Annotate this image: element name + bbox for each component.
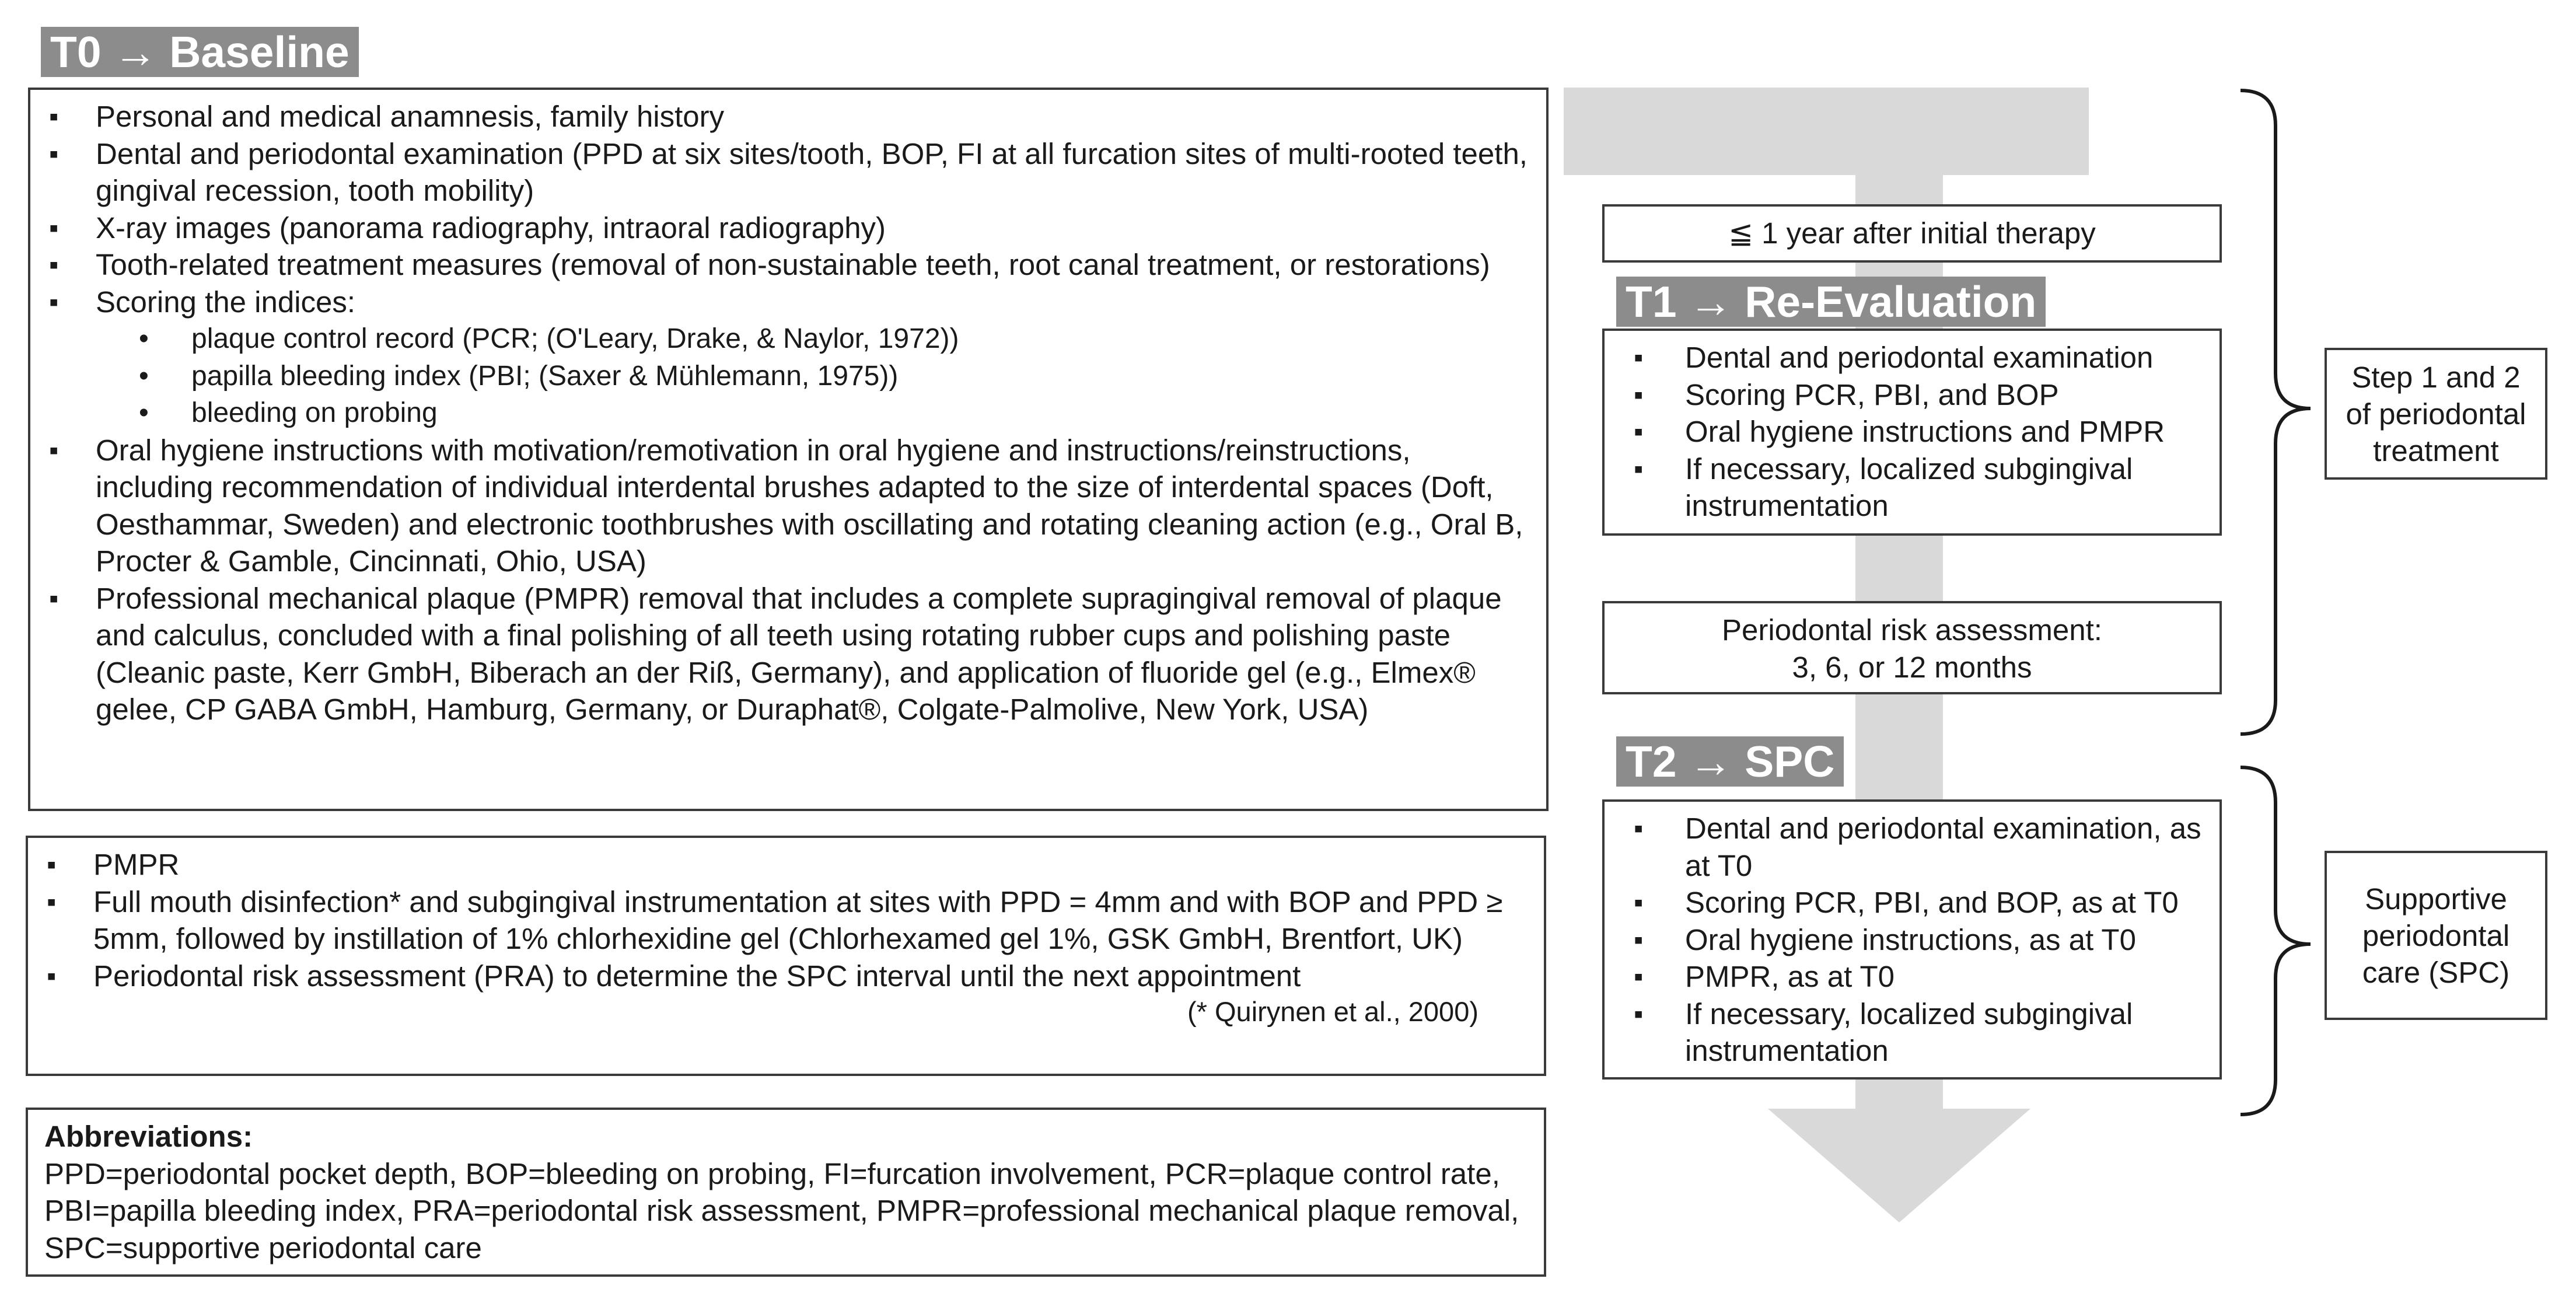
sub-list-item: • plaque control record (PCR; (O'Leary, Drake, & Naylor, 1972)) xyxy=(46,320,1533,358)
t1-list xyxy=(1620,339,2207,525)
t0-box xyxy=(28,88,1549,811)
t2-list xyxy=(1620,810,2207,1070)
t2-title: T2 → SPC xyxy=(1616,736,1844,787)
risk-box xyxy=(1602,601,2222,694)
spc-label-text: Supportive periodontal care (SPC) xyxy=(2362,882,2510,989)
risk-line1: Periodontal risk assessment: xyxy=(1722,613,2102,647)
abbreviations-heading: Abbreviations: xyxy=(44,1120,253,1153)
list-item: ▪ If necessary, localized subgingival instrumentation xyxy=(1620,995,2207,1070)
list-item: ▪ Dental and periodontal examination xyxy=(1620,339,2207,376)
list-item: ▪ Tooth-related treatment measures (removal of non-sustainable teeth, root canal treatment, or restorations) xyxy=(46,246,1533,284)
list-item: ▪ Full mouth disinfection* and subgingival instrumentation at sites with PPD = 4mm and with BOP and PPD ≥ 5mm, followed by instillation of 1% chlorhexidine gel (Chlorhexamed gel 1%, GSK GmbH, Brentfort, UK) xyxy=(43,883,1531,958)
risk-line2: 3, 6, or 12 months xyxy=(1792,650,2032,684)
t1-box xyxy=(1602,329,2222,536)
t1-title: T1 → Re-Evaluation xyxy=(1616,277,2046,327)
t0-list xyxy=(46,98,1533,728)
list-item: ▪ If necessary, localized subgingival instrumentation xyxy=(1620,450,2207,525)
list-item: ▪ Periodontal risk assessment (PRA) to determine the SPC interval until the next appointment xyxy=(43,958,1531,995)
sub-list-item: • bleeding on probing xyxy=(46,394,1533,432)
list-item: ▪ Dental and periodontal examination, as at T0 xyxy=(1620,810,2207,884)
brace-step12 xyxy=(2241,90,2311,734)
list-item: ▪ Personal and medical anamnesis, family history xyxy=(46,98,1533,135)
abbreviations-box xyxy=(26,1108,1546,1277)
step-label-text: Step 1 and 2 of periodontal treatment xyxy=(2346,360,2526,467)
list-item: ▪ PMPR xyxy=(43,846,1531,883)
list-item: ▪ Oral hygiene instructions and PMPR xyxy=(1620,413,2207,450)
list-item-continuation: gingival recession, tooth mobility) xyxy=(96,174,534,207)
list-item xyxy=(46,135,1533,209)
t0-title: T0 → Baseline xyxy=(41,27,359,77)
abbreviations-text: PPD=periodontal pocket depth, BOP=bleeding on probing, FI=furcation involvement, PCR=plaque control rate, PBI=papilla bleeding index, PRA=periodontal risk assessment, PMPR=professional mechanical plaque removal, SPC=supportive periodontal care xyxy=(44,1157,1519,1264)
t2-box xyxy=(1602,799,2222,1080)
step-label xyxy=(2325,348,2547,480)
list-item-text: Dental and periodontal examination (PPD at six sites/tooth, BOP, FI at all furcation sites of multi-rooted teeth, xyxy=(96,137,1528,170)
list-item: ▪ Scoring PCR, PBI, and BOP xyxy=(1620,376,2207,414)
brace-spc xyxy=(2241,767,2311,1115)
spc-label xyxy=(2325,851,2547,1020)
list-item: ▪ PMPR, as at T0 xyxy=(1620,958,2207,995)
list-item: ▪ Oral hygiene instructions with motivation/remotivation in oral hygiene and instructions/reinstructions, including recommendation of individual interdental brushes adapted to the size of interdental spaces (Doft, Oesthammar, Sweden) and electronic toothbrushes with oscillating and rotating cleaning action (e.g., Oral B, Procter & Gamble, Cincinnati, Ohio, USA) xyxy=(46,432,1533,580)
treatment-reference: (* Quirynen et al., 2000) xyxy=(1187,996,1479,1027)
list-item: ▪ X-ray images (panorama radiography, intraoral radiography) xyxy=(46,209,1533,247)
treatment-list xyxy=(43,846,1531,994)
list-item: ▪ Scoring PCR, PBI, and BOP, as at T0 xyxy=(1620,884,2207,921)
list-item: ▪ Professional mechanical plaque (PMPR) removal that includes a complete supragingival removal of plaque and calculus, concluded with a final polishing of all teeth using rotating rubber cups and polishing paste (Cleanic paste, Kerr GmbH, Biberach an der Riß, Germany), and application of fluoride gel (e.g., Elmex® gelee, CP GABA GmbH, Hamburg, Germany, or Duraphat®, Colgate-Palmolive, New York, USA) xyxy=(46,580,1533,728)
interval-box: ≦ 1 year after initial therapy xyxy=(1602,204,2222,263)
sub-list-item: • papilla bleeding index (PBI; (Saxer & Mühlemann, 1975)) xyxy=(46,358,1533,395)
list-item: ▪ Scoring the indices: xyxy=(46,284,1533,321)
list-item: ▪ Oral hygiene instructions, as at T0 xyxy=(1620,921,2207,959)
treatment-box xyxy=(26,836,1546,1076)
